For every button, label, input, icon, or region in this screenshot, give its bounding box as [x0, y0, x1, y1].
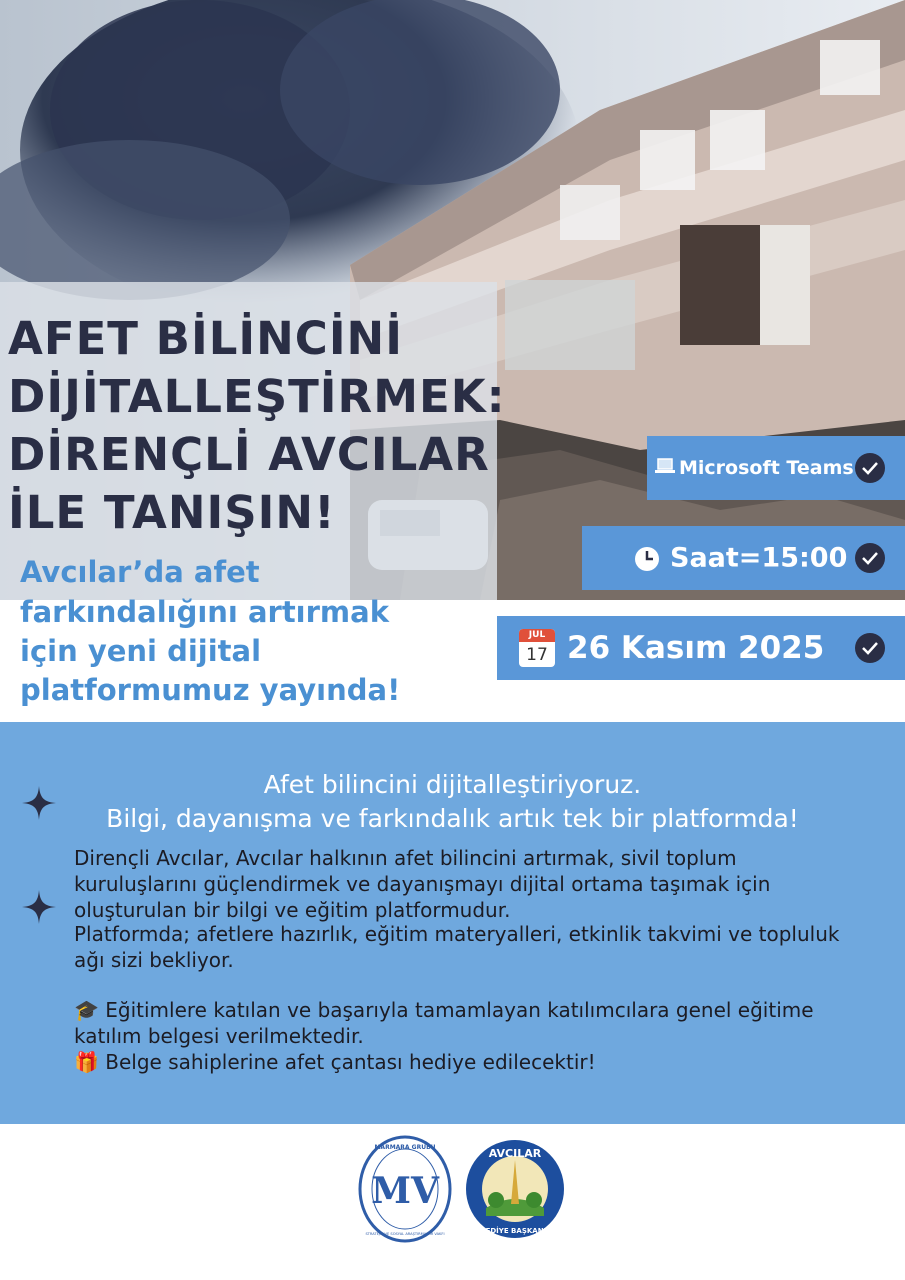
- subtitle-line-2: farkındalığını artırmak: [20, 595, 389, 629]
- avcilar-bottom-text: BELEDİYE BAŞKANLIĞI: [471, 1227, 559, 1235]
- paragraph-line-3: oluşturulan bir bilgi ve eğitim platformudur.: [74, 898, 511, 922]
- certificate-line-1: 🎓 Eğitimlere katılan ve başarıyla tamamlayan katılımcılara genel eğitime: [74, 998, 814, 1022]
- paragraph-line-5: ağı sizi bekliyor.: [74, 948, 234, 972]
- calendar-icon: [519, 629, 555, 667]
- marmara-bottom-text: STRATEJİK VE SOSYAL ARAŞTIRMALAR VAKFI: [365, 1232, 445, 1236]
- subtitle-line-3: için yeni dijital: [20, 634, 262, 668]
- paragraph-line-1: Dirençli Avcılar, Avcılar halkının afet bilincini artırmak, sivil toplum: [74, 846, 737, 870]
- check-icon: [855, 543, 885, 573]
- marmara-top-text: MARMARA GRUBU: [374, 1144, 436, 1151]
- title-line-4: İLE TANIŞIN!: [8, 486, 336, 539]
- marmara-logo: [358, 1135, 452, 1243]
- date-text: 26 Kasım 2025: [567, 630, 825, 666]
- subtitle-line-1: Avcılar’da afet: [20, 555, 260, 589]
- clock-icon: [634, 546, 660, 576]
- calendar-month: JUL: [519, 629, 555, 642]
- avcilar-logo: [464, 1138, 566, 1240]
- check-icon: [855, 633, 885, 663]
- platform-text: Microsoft Teams: [679, 457, 854, 479]
- info-section: [0, 722, 905, 1124]
- marmara-monogram: MV: [371, 1170, 439, 1212]
- headline-line-1: Afet bilincini dijitalleştiriyoruz.: [263, 770, 642, 799]
- subtitle-line-4: platformumuz yayında!: [20, 673, 401, 707]
- headline-line-2: Bilgi, dayanışma ve farkındalık artık tek bir platformda!: [106, 804, 799, 833]
- time-tag: [582, 526, 905, 590]
- gift-line: 🎁 Belge sahiplerine afet çantası hediye edilecektir!: [74, 1050, 596, 1074]
- paragraph-line-4: Platformda; afetlere hazırlık, eğitim materyalleri, etkinlik takvimi ve topluluk: [74, 922, 840, 946]
- title-line-2: DİJİTALLEŞTİRMEK:: [8, 370, 506, 423]
- platform-tag: [647, 436, 905, 500]
- title-line-1: AFET BİLİNCİNİ: [8, 312, 403, 365]
- paragraph-line-2: kuruluşlarını güçlendirmek ve dayanışmayı dijital ortama taşımak için: [74, 872, 771, 896]
- sparkle-icon: [22, 890, 56, 928]
- calendar-day: 17: [526, 645, 548, 665]
- avcilar-top-text: AVCILAR: [488, 1147, 542, 1160]
- laptop-icon: [655, 458, 675, 478]
- date-tag: [497, 616, 905, 680]
- time-text: Saat=15:00: [670, 542, 848, 574]
- certificate-line-2: katılım belgesi verilmektedir.: [74, 1024, 364, 1048]
- title-panel: [0, 282, 506, 600]
- check-icon: [855, 453, 885, 483]
- title-line-3: DİRENÇLİ AVCILAR: [8, 428, 490, 481]
